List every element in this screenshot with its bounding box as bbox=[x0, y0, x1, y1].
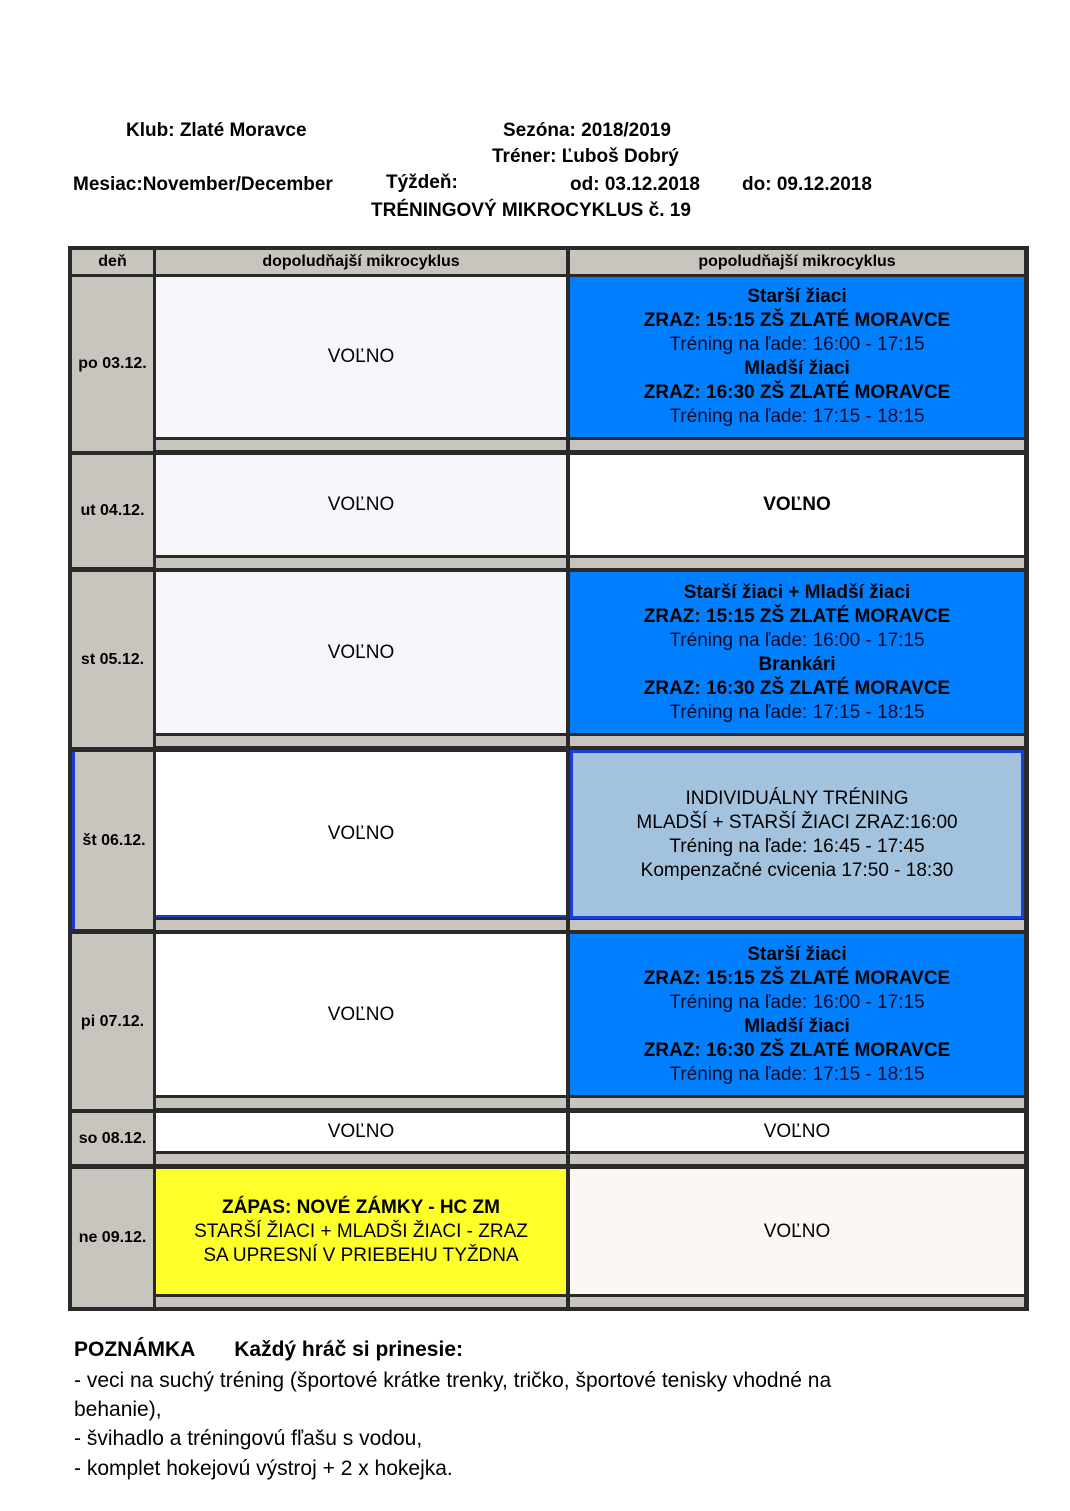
am-cell bbox=[156, 1113, 566, 1151]
season-label: Sezóna: 2018/2019 bbox=[503, 120, 671, 141]
col-header-day: deň bbox=[72, 250, 153, 274]
pm-line: Brankári bbox=[758, 653, 836, 675]
am-text: VOĽNO bbox=[327, 1003, 395, 1025]
row-divider bbox=[570, 920, 1024, 930]
pm-line: ZRAZ: 16:30 ZŠ ZLATÉ MORAVCE bbox=[643, 677, 951, 699]
pm-line: Tréning na ľade: 16:00 - 17:15 bbox=[669, 629, 925, 651]
row-divider bbox=[156, 920, 566, 930]
row-divider bbox=[570, 558, 1024, 568]
pm-line: VOĽNO bbox=[763, 1220, 831, 1242]
pm-line: MLADŠÍ + STARŠÍ ŽIACI ZRAZ:16:00 bbox=[636, 811, 958, 833]
note-line: behanie), bbox=[74, 1398, 162, 1421]
pm-line: Kompenzačné cvicenia 17:50 - 18:30 bbox=[640, 859, 954, 881]
row-divider bbox=[570, 440, 1024, 450]
row-divider bbox=[156, 736, 566, 746]
day-label: po 03.12. bbox=[72, 277, 153, 451]
note-line: - komplet hokejovú výstroj + 2 x hokejka. bbox=[74, 1457, 453, 1480]
pm-line: Tréning na ľade: 16:00 - 17:15 bbox=[669, 991, 925, 1013]
am-text: VOĽNO bbox=[327, 494, 395, 515]
row-divider bbox=[570, 1098, 1024, 1108]
pm-cell bbox=[570, 1169, 1024, 1294]
day-label: ut 04.12. bbox=[72, 455, 153, 567]
day-label: št 06.12. bbox=[72, 752, 153, 929]
pm-line: Starší žiaci bbox=[747, 943, 847, 965]
month-label: Mesiac:November/December bbox=[73, 174, 333, 195]
am-cell bbox=[156, 752, 566, 917]
pm-line: Starší žiaci + Mladší žiaci bbox=[683, 581, 911, 603]
schedule-table bbox=[68, 246, 1029, 1311]
am-cell bbox=[156, 934, 566, 1095]
pm-cell bbox=[570, 750, 1024, 919]
note-line: - veci na suchý tréning (športové krátke trenky, tričko, športové tenisky vhodné na bbox=[74, 1369, 832, 1392]
pm-line: Starší žiaci bbox=[747, 286, 847, 307]
col-header-pm: popoludňajší mikrocyklus bbox=[570, 250, 1024, 274]
pm-line: VOĽNO bbox=[763, 1121, 831, 1142]
row-divider bbox=[570, 1154, 1024, 1164]
pm-line: Mladší žiaci bbox=[744, 1015, 850, 1037]
date-to: do: 09.12.2018 bbox=[742, 174, 872, 195]
pm-line: ZRAZ: 16:30 ZŠ ZLATÉ MORAVCE bbox=[643, 382, 951, 403]
row-divider bbox=[156, 440, 566, 450]
day-label: ne 09.12. bbox=[72, 1169, 153, 1307]
date-from: od: 03.12.2018 bbox=[570, 174, 700, 195]
am-cell bbox=[156, 277, 566, 437]
week-label: Týždeň: bbox=[386, 172, 458, 193]
pm-line: INDIVIDUÁLNY TRÉNING bbox=[685, 787, 909, 809]
am-text: VOĽNO bbox=[327, 822, 395, 844]
day-label: st 05.12. bbox=[72, 572, 153, 747]
row-divider bbox=[570, 736, 1024, 746]
pm-cell bbox=[570, 1113, 1024, 1151]
coach-label: Tréner: Ľuboš Dobrý bbox=[492, 146, 679, 167]
row-divider bbox=[156, 1297, 566, 1307]
day-label: pi 07.12. bbox=[72, 934, 153, 1109]
am-line: ZÁPAS: NOVÉ ZÁMKY - HC ZM bbox=[222, 1196, 500, 1218]
pm-line: ZRAZ: 15:15 ZŠ ZLATÉ MORAVCE bbox=[643, 967, 951, 989]
pm-line: ZRAZ: 15:15 ZŠ ZLATÉ MORAVCE bbox=[643, 310, 951, 331]
club-label: Klub: Zlaté Moravce bbox=[126, 120, 307, 141]
note-label: POZNÁMKA bbox=[74, 1338, 195, 1361]
col-header-am: dopoludňajší mikrocyklus bbox=[156, 250, 566, 274]
pm-line: ZRAZ: 16:30 ZŠ ZLATÉ MORAVCE bbox=[643, 1039, 951, 1061]
note-heading bbox=[74, 1338, 463, 1362]
row-divider bbox=[156, 1098, 566, 1108]
page-title: TRÉNINGOVÝ MIKROCYKLUS č. 19 bbox=[371, 200, 691, 221]
pm-line: VOĽNO bbox=[763, 494, 831, 515]
pm-cell bbox=[570, 277, 1024, 437]
pm-line: Tréning na ľade: 16:45 - 17:45 bbox=[669, 835, 925, 857]
note-intro: Každý hráč si prinesie: bbox=[234, 1338, 463, 1361]
am-cell bbox=[156, 572, 566, 733]
am-cell bbox=[156, 1169, 566, 1294]
am-line: STARŠÍ ŽIACI + MLADŠI ŽIACI - ZRAZ bbox=[194, 1220, 528, 1242]
note-line: - švihadlo a tréningovú fľašu s vodou, bbox=[74, 1427, 423, 1450]
day-label: so 08.12. bbox=[72, 1113, 153, 1164]
pm-line: Tréning na ľade: 17:15 - 18:15 bbox=[669, 701, 925, 723]
row-divider bbox=[156, 1154, 566, 1164]
pm-cell bbox=[570, 572, 1024, 733]
am-text: VOĽNO bbox=[327, 1121, 395, 1142]
am-line: SA UPRESNÍ V PRIEBEHU TYŽDNA bbox=[203, 1244, 519, 1266]
row-divider bbox=[570, 1297, 1024, 1307]
pm-cell bbox=[570, 934, 1024, 1095]
pm-line: ZRAZ: 15:15 ZŠ ZLATÉ MORAVCE bbox=[643, 605, 951, 627]
am-cell bbox=[156, 455, 566, 555]
am-text: VOĽNO bbox=[327, 346, 395, 367]
am-text: VOĽNO bbox=[327, 641, 395, 663]
pm-line: Mladší žiaci bbox=[744, 358, 850, 379]
pm-cell bbox=[570, 455, 1024, 555]
row-divider bbox=[156, 558, 566, 568]
pm-line: Tréning na ľade: 17:15 - 18:15 bbox=[669, 406, 925, 427]
pm-line: Tréning na ľade: 16:00 - 17:15 bbox=[669, 334, 925, 355]
pm-line: Tréning na ľade: 17:15 - 18:15 bbox=[669, 1063, 925, 1085]
